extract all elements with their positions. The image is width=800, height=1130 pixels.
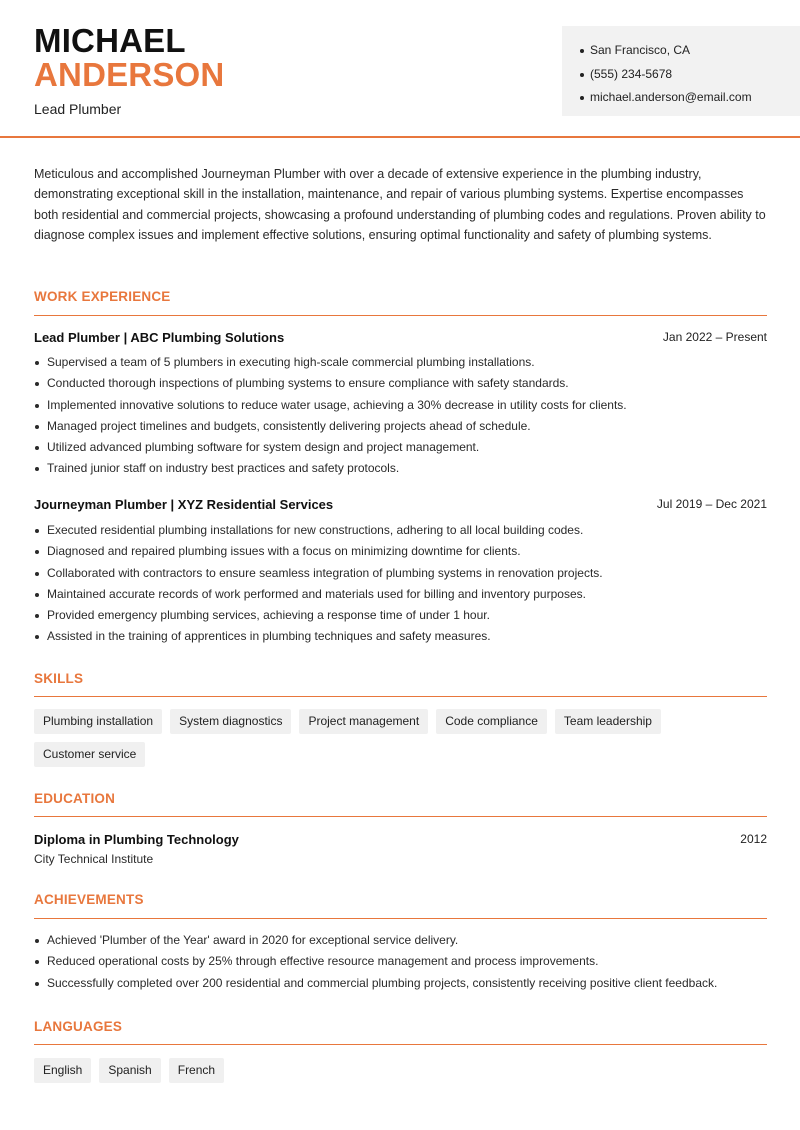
job-header — [34, 330, 767, 345]
resume-header — [0, 0, 800, 138]
section-divider — [34, 1044, 767, 1045]
list-item: Supervised a team of 5 plumbers in executing high-scale commercial plumbing installations. — [34, 352, 774, 373]
skill-chip: Plumbing installation — [34, 709, 162, 734]
skill-chip: Code compliance — [436, 709, 547, 734]
skill-chip: Customer service — [34, 742, 145, 767]
contact-location: San Francisco, CA — [562, 39, 800, 63]
list-item: Successfully completed over 200 residential and commercial plumbing projects, consistently receiving positive client feedback. — [34, 973, 774, 994]
language-chips — [34, 1058, 767, 1083]
section-divider — [34, 315, 767, 316]
section-title-education: EDUCATION — [34, 791, 116, 806]
job-dates: Jan 2022 – Present — [662, 330, 767, 344]
contact-phone: (555) 234-5678 — [562, 63, 800, 87]
edu-year: 2012 — [740, 832, 767, 846]
language-chip: English — [34, 1058, 91, 1083]
list-item: Assisted in the training of apprentices in plumbing techniques and safety measures. — [34, 626, 774, 647]
job-bullets — [34, 520, 774, 648]
contact-email: michael.anderson@email.com — [562, 86, 800, 110]
summary-paragraph: Meticulous and accomplished Journeyman Plumber with over a decade of extensive experience in the plumbing industry, demonstrating exceptional skill in the installation, maintenance, and repair of various plumbing systems. Expertise encompasses both residential and commercial projects, showcasing a profound understanding of plumbing codes and regulations. Proven ability to diagnose complex issues and implement effective solutions, ensuring optimal functionality and safety of plumbing systems. — [34, 167, 766, 243]
list-item: Managed project timelines and budgets, consistently delivering projects ahead of schedule. — [34, 416, 774, 437]
list-item: Provided emergency plumbing services, achieving a response time of under 1 hour. — [34, 605, 774, 626]
language-chip: Spanish — [99, 1058, 160, 1083]
section-title-achievements: ACHIEVEMENTS — [34, 892, 144, 907]
first-name: MICHAEL — [34, 22, 186, 59]
job-title: Lead Plumber — [34, 101, 122, 117]
list-item: Reduced operational costs by 25% through effective resource management and process improvements. — [34, 951, 774, 972]
section-divider — [34, 696, 767, 697]
list-item: Trained junior staff on industry best practices and safety protocols. — [34, 458, 774, 479]
language-chip: French — [169, 1058, 224, 1083]
job-role: Lead Plumber | ABC Plumbing Solutions — [34, 330, 285, 345]
list-item: Maintained accurate records of work performed and materials used for billing and inventory purposes. — [34, 584, 774, 605]
job-role: Journeyman Plumber | XYZ Residential Services — [34, 497, 334, 512]
section-divider — [34, 816, 767, 817]
contact-box — [562, 26, 800, 116]
list-item: Implemented innovative solutions to reduce water usage, achieving a 30% decrease in utility costs for clients. — [34, 395, 774, 416]
achievement-bullets — [34, 930, 774, 994]
job-bullets — [34, 352, 774, 480]
list-item: Achieved 'Plumber of the Year' award in 2020 for exceptional service delivery. — [34, 930, 774, 951]
job-header — [34, 497, 767, 512]
list-item: Utilized advanced plumbing software for system design and project management. — [34, 437, 774, 458]
skill-chip: Team leadership — [555, 709, 661, 734]
section-title-skills: SKILLS — [34, 671, 84, 686]
edu-degree: Diploma in Plumbing Technology — [34, 832, 239, 847]
list-item: Collaborated with contractors to ensure seamless integration of plumbing systems in renovation projects. — [34, 563, 774, 584]
contact-list — [562, 26, 800, 110]
skills-chips — [34, 709, 767, 767]
list-item: Conducted thorough inspections of plumbing systems to ensure compliance with safety standards. — [34, 373, 774, 394]
edu-school: City Technical Institute — [34, 852, 154, 866]
last-name: ANDERSON — [34, 56, 225, 93]
section-divider — [34, 918, 767, 919]
list-item: Diagnosed and repaired plumbing issues with a focus on minimizing downtime for clients. — [34, 541, 774, 562]
job-dates: Jul 2019 – Dec 2021 — [656, 497, 767, 511]
skill-chip: Project management — [299, 709, 428, 734]
list-item: Executed residential plumbing installations for new constructions, adhering to all local building codes. — [34, 520, 774, 541]
skill-chip: System diagnostics — [170, 709, 291, 734]
section-title-experience: WORK EXPERIENCE — [34, 289, 171, 304]
section-title-languages: LANGUAGES — [34, 1019, 123, 1034]
